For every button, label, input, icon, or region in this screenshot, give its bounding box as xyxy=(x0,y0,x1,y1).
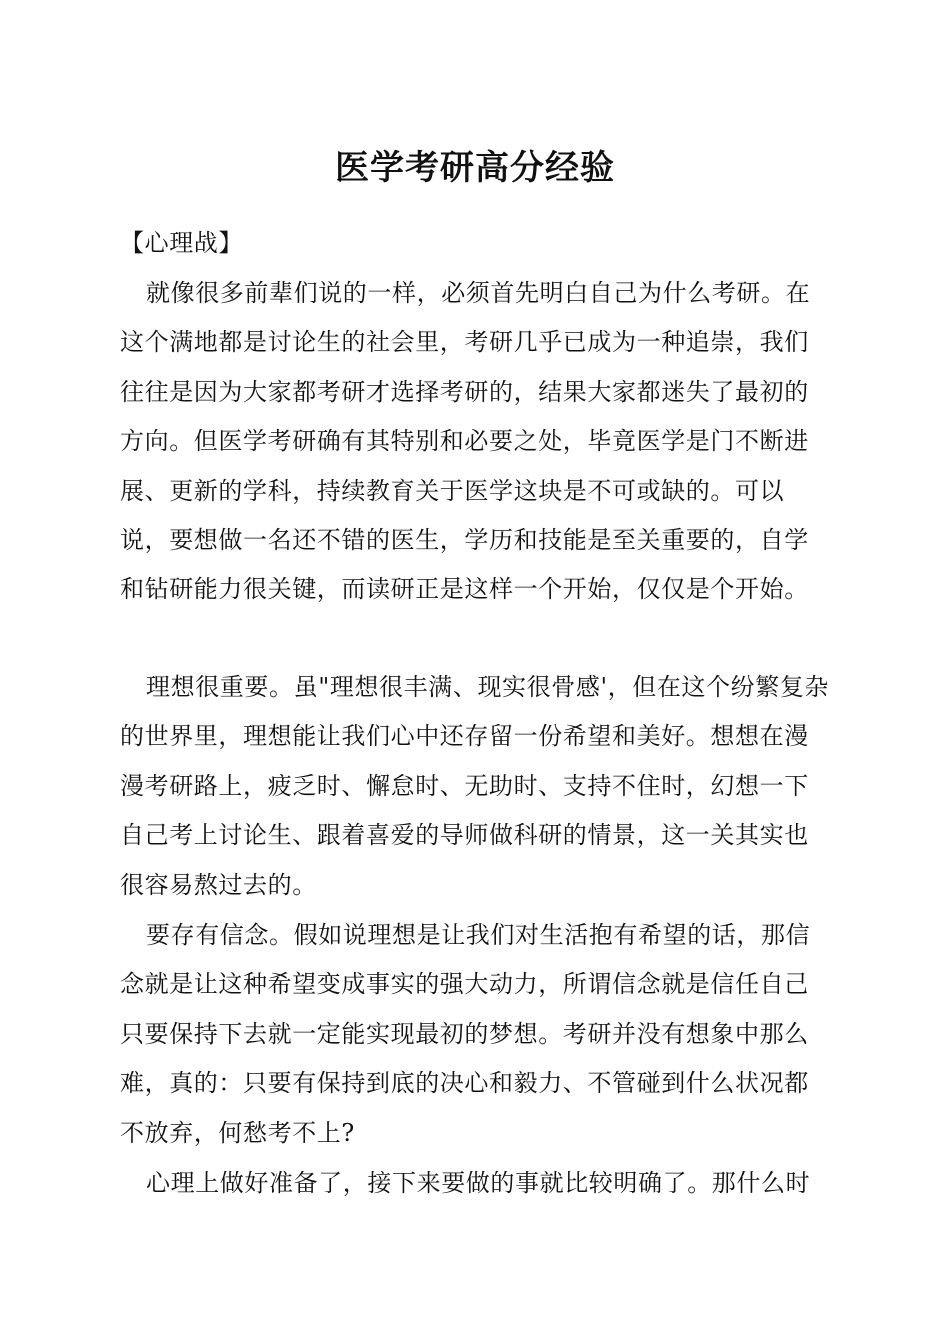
document-title: 医学考研高分经验 xyxy=(335,148,615,188)
paragraph-1: 就像很多前辈们说的一样，必须首先明白自己为什么考研。在这个满地都是讨论生的社会里，考研几乎已成为一种追崇，我们往往是因为大家都考研才选择考研的，结果大家都迷失了最初的方向。但医学考研确有其特别和必要之处，毕竟医学是门不断进展、更新的学科，持续教育关于医学这块是不可或缺的。可以说，要想做一名还不错的医生，学历和技能是至关重要的，自学和钻研能力很关键，而读研正是这样一个开始，仅仅是个开始。 xyxy=(120,279,811,604)
paragraph-3: 要存有信念。假如说理想是让我们对生活抱有希望的话，那信念就是让这种希望变成事实的强大动力，所谓信念就是信任自己只要保持下去就一定能实现最初的梦想。考研并没有想象中那么难，真的：只要有保持到底的决心和毅力、不管碰到什么状况都不放弃，何愁考不上? xyxy=(120,921,811,1147)
paragraph-2: 理想很重要。虽"理想很丰满、现实很骨感'，但在这个纷繁复杂的世界里，理想能让我们心中还存留一份希望和美好。想想在漫漫考研路上，疲乏时、懈怠时、无助时、支持不住时，幻想一下自己考上讨论生、跟着喜爱的导师做科研的情景，这一关其实也很容易熬过去的。 xyxy=(120,673,830,899)
paragraph-4: 心理上做好准备了，接下来要做的事就比较明确了。那什么时 xyxy=(146,1169,811,1197)
section-heading: 【心理战】 xyxy=(120,229,243,257)
